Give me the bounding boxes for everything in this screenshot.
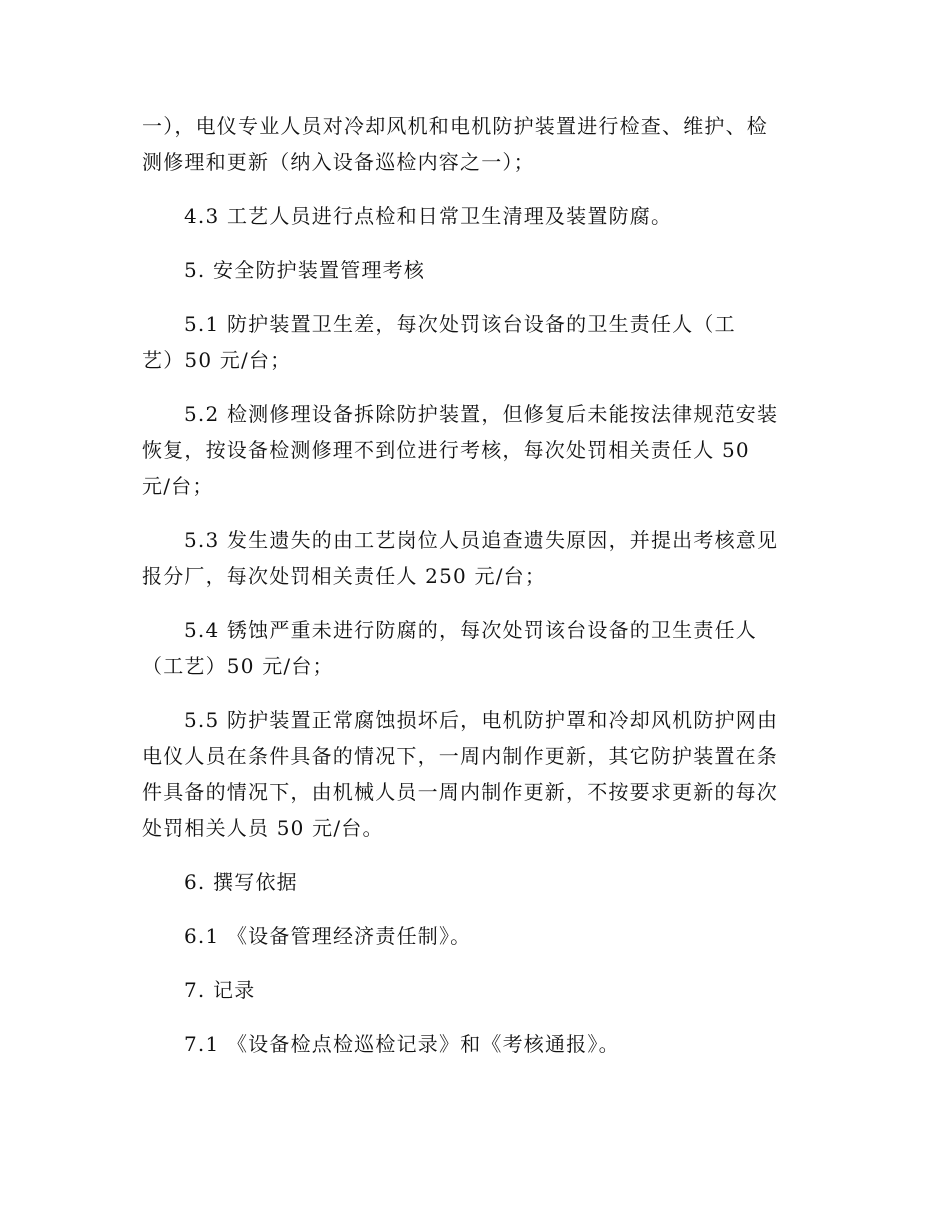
section-heading-7 [142, 972, 802, 1008]
text-line: 5.2 检测修理设备拆除防护装置，但修复后未能按法律规范安装 [184, 402, 779, 426]
text-line: 一），电仪专业人员对冷却风机和电机防护装置进行检查、维护、检 [142, 114, 768, 138]
section-heading-5 [142, 252, 802, 288]
paragraph-5-4 [142, 612, 802, 684]
paragraph-5-1 [142, 306, 802, 378]
paragraph-5-5 [142, 702, 802, 846]
text-line: 5.4 锈蚀严重未进行防腐的，每次处罚该台设备的卫生责任人 [184, 618, 757, 642]
paragraph-continuation-electrical [142, 108, 802, 180]
paragraph-7-1 [142, 1026, 802, 1062]
section-title: 6. 撰写依据 [184, 870, 298, 894]
paragraph-5-3 [142, 522, 802, 594]
section-title: 7. 记录 [184, 978, 256, 1002]
text-line: 4.3 工艺人员进行点检和日常卫生清理及装置防腐。 [184, 204, 673, 228]
text-line: 报分厂，每次处罚相关责任人 250 元/台； [142, 564, 547, 588]
text-line: 测修理和更新（纳入设备巡检内容之一）； [142, 150, 535, 174]
paragraph-4-3 [142, 198, 802, 234]
paragraph-5-2 [142, 396, 802, 504]
section-title: 5. 安全防护装置管理考核 [184, 258, 426, 282]
text-line: 处罚相关人员 50 元/台。 [142, 816, 384, 840]
text-line: 6.1 《设备管理经济责任制》。 [184, 924, 472, 948]
text-line: 恢复，按设备检测修理不到位进行考核，每次处罚相关责任人 50 [142, 438, 750, 462]
text-line: 7.1 《设备检点检巡检记录》和《考核通报》。 [184, 1032, 620, 1056]
text-line: 艺）50 元/台； [142, 348, 292, 372]
text-line: 元/台； [142, 474, 214, 498]
paragraph-6-1 [142, 918, 802, 954]
document-body [142, 108, 802, 1062]
text-line: 电仪人员在条件具备的情况下，一周内制作更新，其它防护装置在条 [142, 744, 778, 768]
text-line: 件具备的情况下，由机械人员一周内制作更新，不按要求更新的每次 [142, 780, 778, 804]
text-line: 5.3 发生遗失的由工艺岗位人员追查遗失原因，并提出考核意见 [184, 528, 779, 552]
section-heading-6 [142, 864, 802, 900]
text-line: 5.1 防护装置卫生差，每次处罚该台设备的卫生责任人（工 [184, 312, 736, 336]
text-line: 5.5 防护装置正常腐蚀损坏后，电机防护罩和冷却风机防护网由 [184, 708, 779, 732]
text-line: （工艺）50 元/台； [142, 654, 334, 678]
